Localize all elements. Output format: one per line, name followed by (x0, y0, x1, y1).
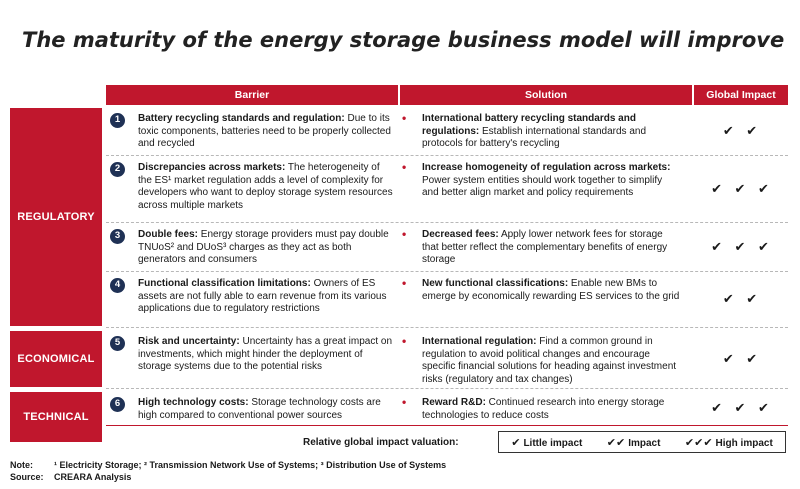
row-number-badge: 6 (110, 397, 125, 412)
category-economical: ECONOMICAL (10, 331, 102, 387)
solution-text: Apply lower network fees for storage that better reflect the complementary benefits of energy storage (422, 229, 668, 265)
source-line (10, 472, 131, 482)
check-icon: ✔✔ (606, 435, 626, 449)
legend-item-high-impact: ✔✔✔ High impact (684, 435, 773, 449)
solution-title: Decreased fees: (422, 229, 499, 240)
solution-cell (402, 336, 680, 386)
category-regulatory: REGULATORY (10, 108, 102, 326)
bullet-icon: • (402, 111, 407, 125)
note-line (10, 460, 446, 470)
barrier-cell (110, 278, 396, 316)
barrier-cell (110, 162, 396, 212)
barrier-title: Functional classification limitations: (138, 278, 311, 289)
solution-cell (402, 162, 680, 200)
solution-cell (402, 229, 680, 267)
note-label: Note: (10, 460, 33, 470)
bullet-icon: • (402, 395, 407, 409)
barrier-cell (110, 397, 396, 422)
source-label: Source: (10, 472, 44, 482)
barrier-cell (110, 113, 396, 151)
solution-cell (402, 113, 680, 151)
source-text: CREARA Analysis (54, 472, 132, 482)
solution-text: Find a common ground in regulation to avoid political changes and encourage specific financial solutions for heading against investment risks (regulatory and tax changes) (422, 336, 677, 385)
solution-title: Reward R&D: (422, 397, 486, 408)
solution-title: Increase homogeneity of regulation across markets: (422, 162, 671, 173)
row-number-badge: 1 (110, 113, 125, 128)
solution-text: Power system entities should work together to simplify and better align market and policy requirements (422, 174, 663, 198)
bullet-icon: • (402, 334, 407, 348)
table-row (106, 272, 788, 328)
legend-item-impact: ✔✔ Impact (606, 435, 661, 449)
table-row (106, 330, 788, 389)
impact-checkmarks: ✔ ✔ ✔ (711, 400, 773, 416)
solution-cell (402, 278, 680, 303)
impact-checkmarks: ✔ ✔ (722, 351, 762, 367)
header-impact: Global Impact (694, 85, 788, 105)
row-number-badge: 2 (110, 162, 125, 177)
impact-checkmarks: ✔ ✔ ✔ (711, 181, 773, 197)
row-number-badge: 4 (110, 278, 125, 293)
barrier-title: Double fees: (138, 229, 199, 240)
barrier-text: Owners of ES assets are not fully able to earn revenue from its various applications due to regulatory restrictions (138, 278, 387, 314)
barrier-title: Risk and uncertainty: (138, 336, 240, 347)
table-row (106, 156, 788, 223)
header-barrier: Barrier (106, 85, 398, 105)
row-number-badge: 5 (110, 336, 125, 351)
barrier-title: High technology costs: (138, 397, 249, 408)
row-number-badge: 3 (110, 229, 125, 244)
solution-title: New functional classifications: (422, 278, 569, 289)
barrier-cell (110, 229, 396, 267)
barrier-text: The heterogeneity of the ES¹ market regulation adds a level of complexity for developers who want to deploy storage system resources across multiple markets (138, 162, 393, 211)
table-row (106, 391, 788, 426)
impact-checkmarks: ✔ ✔ (722, 292, 762, 307)
barrier-title: Discrepancies across markets: (138, 162, 286, 173)
table-row (106, 223, 788, 272)
barrier-title: Battery recycling standards and regulation: (138, 113, 345, 124)
impact-checkmarks: ✔ ✔ ✔ (711, 239, 773, 255)
check-icon: ✔✔✔ (684, 435, 713, 449)
solution-title: International battery recycling standards and regulations: (422, 113, 636, 137)
barrier-text: Due to its toxic components, batteries need to be properly collected and recycled (138, 113, 391, 149)
header-solution: Solution (400, 85, 692, 105)
bullet-icon: • (402, 227, 407, 241)
page-title: The maturity of the energy storage business model will improve (22, 28, 785, 52)
barrier-text: Storage technology costs are high compared to conventional power sources (138, 397, 381, 421)
category-technical: TECHNICAL (10, 392, 102, 442)
legend-title: Relative global impact valuation: (303, 437, 459, 448)
barrier-text: Uncertainty has a great impact on investments, which might hinder the deployment of storage systems due to the potential risks (138, 336, 393, 372)
check-icon: ✔ (511, 435, 521, 449)
legend-box (498, 431, 786, 453)
impact-checkmarks: ✔ ✔ (722, 123, 762, 139)
solution-cell (402, 397, 680, 422)
note-text: ¹ Electricity Storage; ² Transmission Network Use of Systems; ³ Distribution Use of Systems (54, 460, 447, 470)
bullet-icon: • (402, 160, 407, 174)
solution-text: Establish international standards and protocols for battery's recycling (422, 125, 647, 149)
bullet-icon: • (402, 276, 407, 290)
solution-text: Continued research into energy storage technologies to reduce costs (422, 397, 665, 421)
legend-item-little-impact: ✔ Little impact (511, 435, 583, 449)
table-row (106, 107, 788, 156)
barrier-text: Energy storage providers must pay double TNUoS² and DUoS³ charges as they act as both generators and consumers (138, 229, 389, 265)
solution-text: Enable new BMs to emerge by economically rewarding ES services to the grid (422, 278, 680, 302)
solution-title: International regulation: (422, 336, 537, 347)
barrier-cell (110, 336, 396, 374)
